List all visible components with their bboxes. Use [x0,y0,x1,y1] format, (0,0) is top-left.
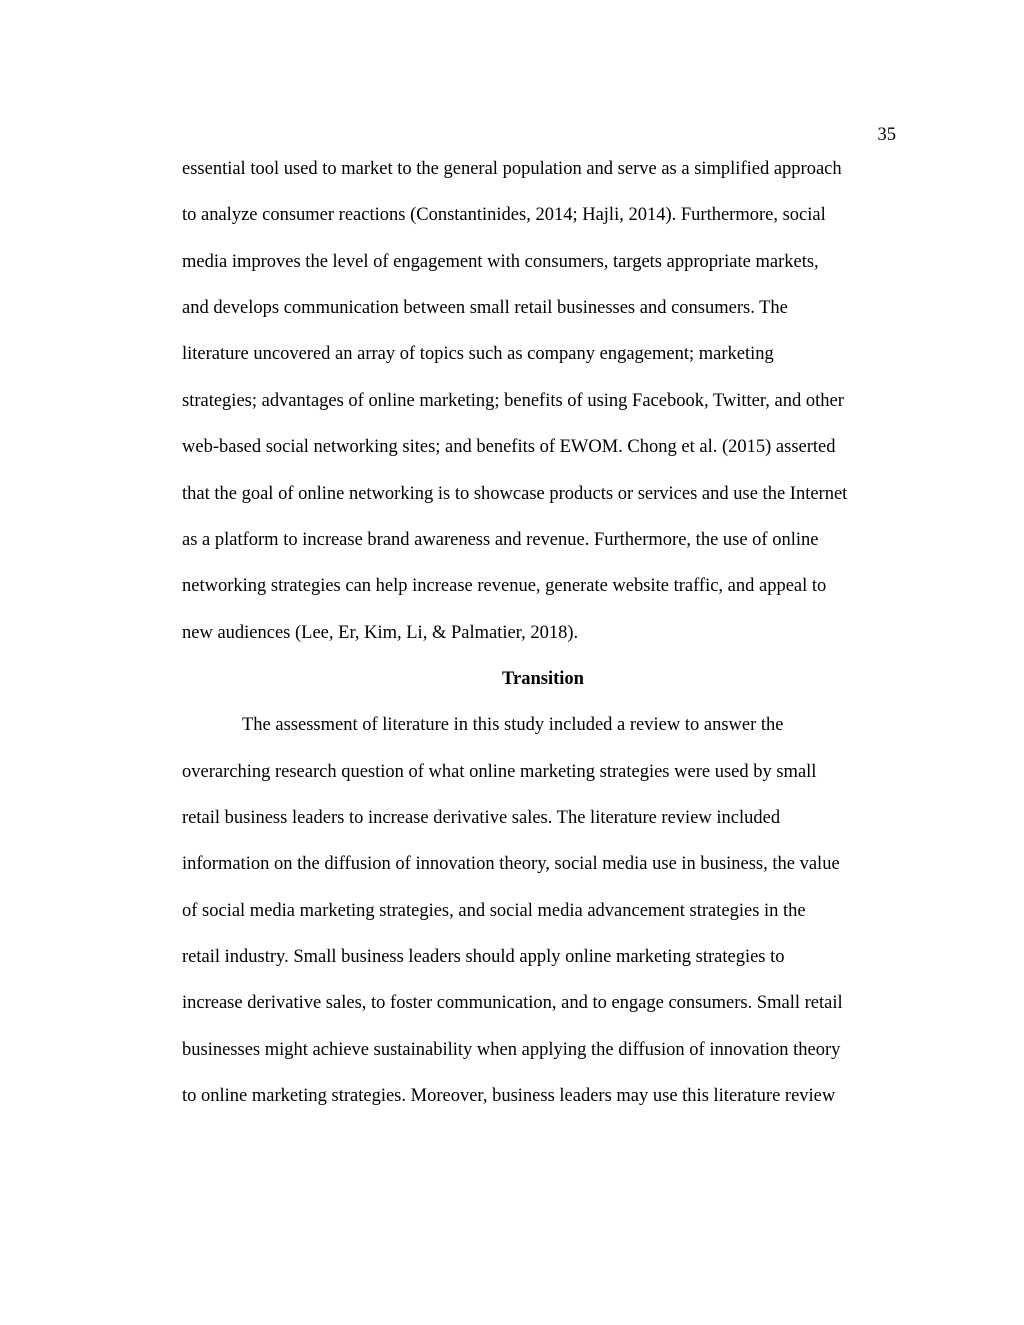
text-line: The assessment of literature in this study included a review to answer the [242,715,784,735]
text-line: that the goal of online networking is to showcase products or services and use the Internet [182,484,848,504]
text-line: retail industry. Small business leaders should apply online marketing strategies to [182,947,785,967]
text-line: literature uncovered an array of topics such as company engagement; marketing [182,344,774,364]
text-line: retail business leaders to increase derivative sales. The literature review included [182,808,781,828]
page-number: 35 [877,125,896,145]
text-line: increase derivative sales, to foster communication, and to engage consumers. Small retail [182,993,843,1013]
text-line: new audiences (Lee, Er, Kim, Li, & Palmatier, 2018). [182,623,579,643]
text-line: web-based social networking sites; and benefits of EWOM. Chong et al. (2015) asserted [182,437,836,457]
text-line: to online marketing strategies. Moreover, business leaders may use this literature review [182,1086,836,1106]
text-line: businesses might achieve sustainability when applying the diffusion of innovation theory [182,1040,841,1060]
text-line: to analyze consumer reactions (Constantinides, 2014; Hajli, 2014). Furthermore, social [182,205,826,225]
text-line: strategies; advantages of online marketing; benefits of using Facebook, Twitter, and other [182,391,844,411]
text-line: overarching research question of what online marketing strategies were used by small [182,762,817,782]
section-heading: Transition [502,669,584,689]
text-line: essential tool used to market to the general population and serve as a simplified approach [182,159,842,179]
text-line: networking strategies can help increase revenue, generate website traffic, and appeal to [182,576,827,596]
text-line: information on the diffusion of innovation theory, social media use in business, the value [182,854,840,874]
text-line: of social media marketing strategies, and social media advancement strategies in the [182,901,806,921]
text-line: as a platform to increase brand awareness and revenue. Furthermore, the use of online [182,530,819,550]
text-line: media improves the level of engagement with consumers, targets appropriate markets, [182,252,819,272]
text-line: and develops communication between small retail businesses and consumers. The [182,298,788,318]
